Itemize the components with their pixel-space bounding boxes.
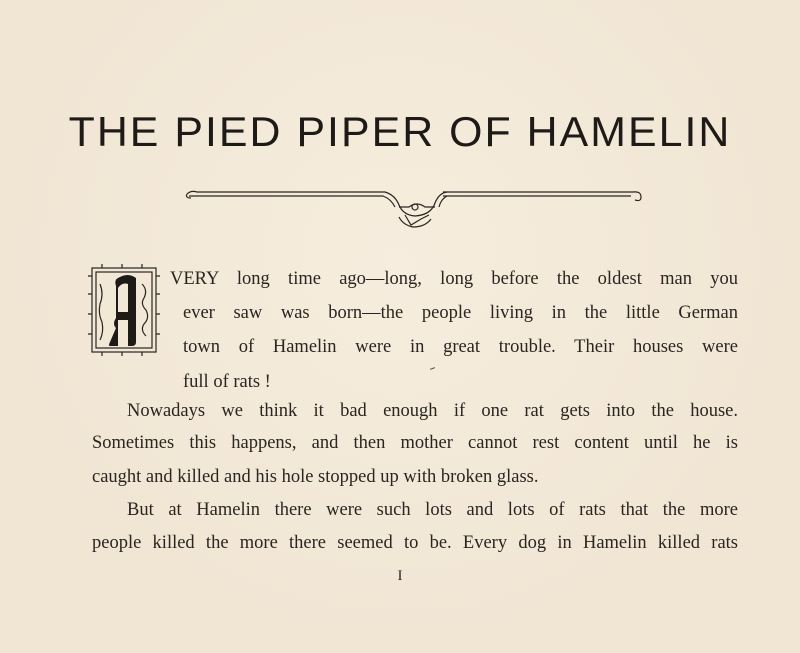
decorative-divider [185,185,645,235]
text-line-5: Nowadays we think it bad enough if one rat gets into the house. [127,401,738,421]
drop-cap-ornament [88,264,160,356]
drop-cap [88,264,160,356]
text-line-6: Sometimes this happens, and then mother cannot rest content until he is [92,433,738,453]
text-line-7: caught and killed and his hole stopped up with broken glass. [92,467,539,487]
page-number: I [397,568,403,584]
text-line-8: But at Hamelin there were such lots and lots of rats that the more [127,500,738,520]
text-line-3: town of Hamelin were in great trouble. Their houses were [183,337,738,357]
text-line-4: full of rats ! [183,372,271,392]
text-line-2: ever saw was born—the people living in the little German [183,303,738,323]
text-line-9: people killed the more there seemed to be. Every dog in Hamelin killed rats [92,533,738,553]
ink-speck [430,367,435,370]
page-title: THE PIED PIPER OF HAMELIN [68,108,732,155]
text-line-1: VERY long time ago—long, long before the oldest man you [170,269,738,289]
